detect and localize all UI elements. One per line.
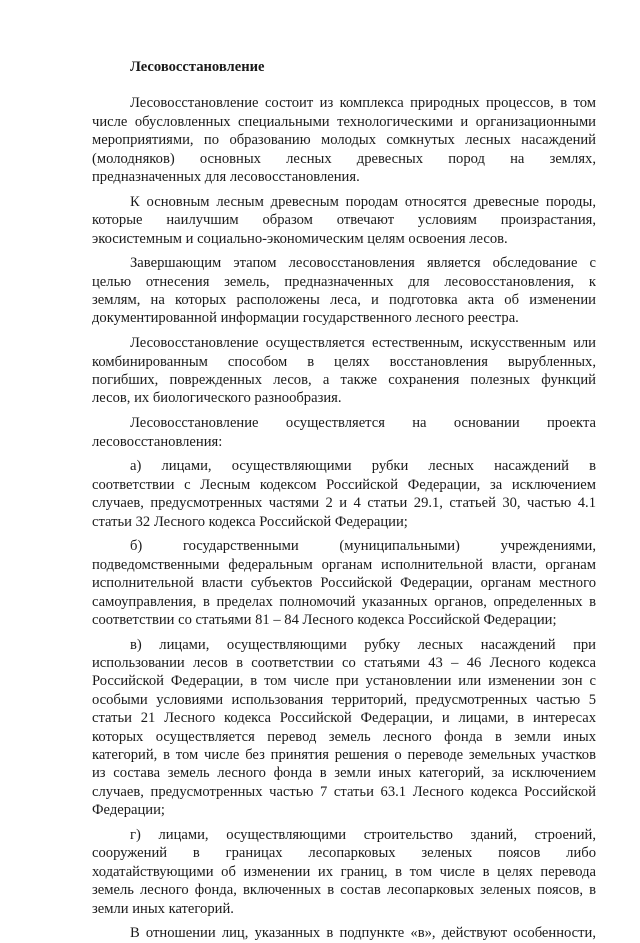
text-line: а) лицами, осуществляющими рубки лесных насаждений в bbox=[130, 458, 596, 475]
paragraph bbox=[92, 193, 596, 248]
paragraph bbox=[92, 334, 596, 408]
text-line: погибших, поврежденных лесов, а также сохранения полезных функций bbox=[92, 372, 596, 389]
text-line: Лесовосстановление осуществляется на основании проекта bbox=[130, 415, 596, 432]
text-line: лесов, их биологического разнообразия. bbox=[92, 390, 342, 407]
text-line: земель лесного фонда, включенных в состав лесопарковых зеленых поясов, в bbox=[92, 882, 596, 899]
text-line: сооружений в границах лесопарковых зеленых поясов либо bbox=[92, 845, 596, 862]
text-line: земли иных категорий. bbox=[92, 900, 234, 917]
text-line: статьи 32 Лесного кодекса Российской Федерации; bbox=[92, 513, 408, 530]
text-line: исполнительной власти субъектов Российской Федерации, органам местного bbox=[92, 575, 596, 592]
text-line: случаев, предусмотренных частью 7 статьи 63.1 Лесного кодекса Российской bbox=[92, 783, 596, 800]
text-line: г) лицами, осуществляющими строительство зданий, строений, bbox=[130, 826, 596, 843]
document-heading: Лесовосстановление bbox=[130, 59, 265, 75]
text-line: числе обусловленных специальными технологическими и организационными bbox=[92, 113, 596, 130]
text-line: которых осуществляется перевод земель лесного фонда в земли иных bbox=[92, 728, 596, 745]
text-line: использовании лесов в соответствии со статьями 43 – 46 Лесного кодекса bbox=[92, 655, 596, 672]
text-line: целью отнесения земель, предназначенных для лесовосстановления, к bbox=[92, 273, 596, 290]
text-line: из состава земель лесного фонда в земли иных категорий, за исключением bbox=[92, 765, 596, 782]
text-line: Федерации; bbox=[92, 802, 165, 819]
paragraph bbox=[92, 924, 596, 942]
paragraph bbox=[92, 254, 596, 328]
text-line: подведомственными федеральным органам исполнительной власти, органам bbox=[92, 556, 596, 573]
paragraph bbox=[92, 636, 596, 820]
text-line: экосистемным и социально-экономическим целям освоения лесов. bbox=[92, 230, 508, 247]
text-line: Завершающим этапом лесовосстановления является обследование с bbox=[130, 255, 596, 272]
text-line: в) лицами, осуществляющими рубку лесных насаждений при bbox=[130, 636, 596, 653]
document-body bbox=[92, 94, 596, 942]
paragraph bbox=[92, 537, 596, 629]
text-line: категорий, в том числе без принятия решения о переводе земельных участков bbox=[92, 747, 596, 764]
text-line: землям, на которых расположены леса, и подготовка акта об изменении bbox=[92, 292, 596, 309]
text-line: соответствии со статьями 81 – 84 Лесного кодекса Российской Федерации; bbox=[92, 611, 557, 628]
document-page bbox=[92, 58, 596, 943]
text-line: Российской Федерации, в том числе при установлении или изменении зон с bbox=[92, 673, 596, 690]
text-line: Лесовосстановление осуществляется естественным, искусственным или bbox=[130, 335, 596, 352]
text-line: (молодняков) основных лесных древесных пород на землях, bbox=[92, 150, 596, 167]
text-line: особыми условиями использования территорий, предусмотренных частью 5 bbox=[92, 691, 596, 708]
paragraph bbox=[92, 414, 596, 451]
paragraph bbox=[92, 826, 596, 918]
text-line: самоуправления, в пределах полномочий указанных органов, определенных в bbox=[92, 593, 596, 610]
text-line: б) государственными (муниципальными) учреждениями, bbox=[130, 538, 596, 555]
text-line: Лесовосстановление состоит из комплекса природных процессов, в том bbox=[130, 95, 596, 112]
text-line: К основным лесным древесным породам относятся древесные породы, bbox=[130, 193, 596, 210]
text-line: документированной информации государственного лесного реестра. bbox=[92, 310, 519, 327]
text-line: предназначенных для лесовосстановления. bbox=[92, 168, 360, 185]
text-line: лесовосстановления: bbox=[92, 433, 223, 450]
text-line: соответствии с Лесным кодексом Российской Федерации, за исключением bbox=[92, 476, 596, 493]
paragraph bbox=[92, 94, 596, 186]
text-line: статьи 21 Лесного кодекса Российской Федерации, и лицами, в интересах bbox=[92, 710, 596, 727]
text-line: которые наилучшим образом отвечают условиям произрастания, bbox=[92, 212, 596, 229]
paragraph bbox=[92, 457, 596, 531]
text-line: случаев, предусмотренных частями 2 и 4 статьи 29.1, статьей 30, частью 4.1 bbox=[92, 495, 596, 512]
text-line: В отношении лиц, указанных в подпункте «в», действуют особенности, bbox=[130, 925, 596, 942]
text-line: ходатайствующими об изменении их границ, в том числе в целях перевода bbox=[92, 863, 596, 880]
text-line: комбинированным способом в целях восстановления вырубленных, bbox=[92, 353, 596, 370]
text-line: мероприятиями, по образованию молодых сомкнутых лесных насаждений bbox=[92, 132, 596, 149]
